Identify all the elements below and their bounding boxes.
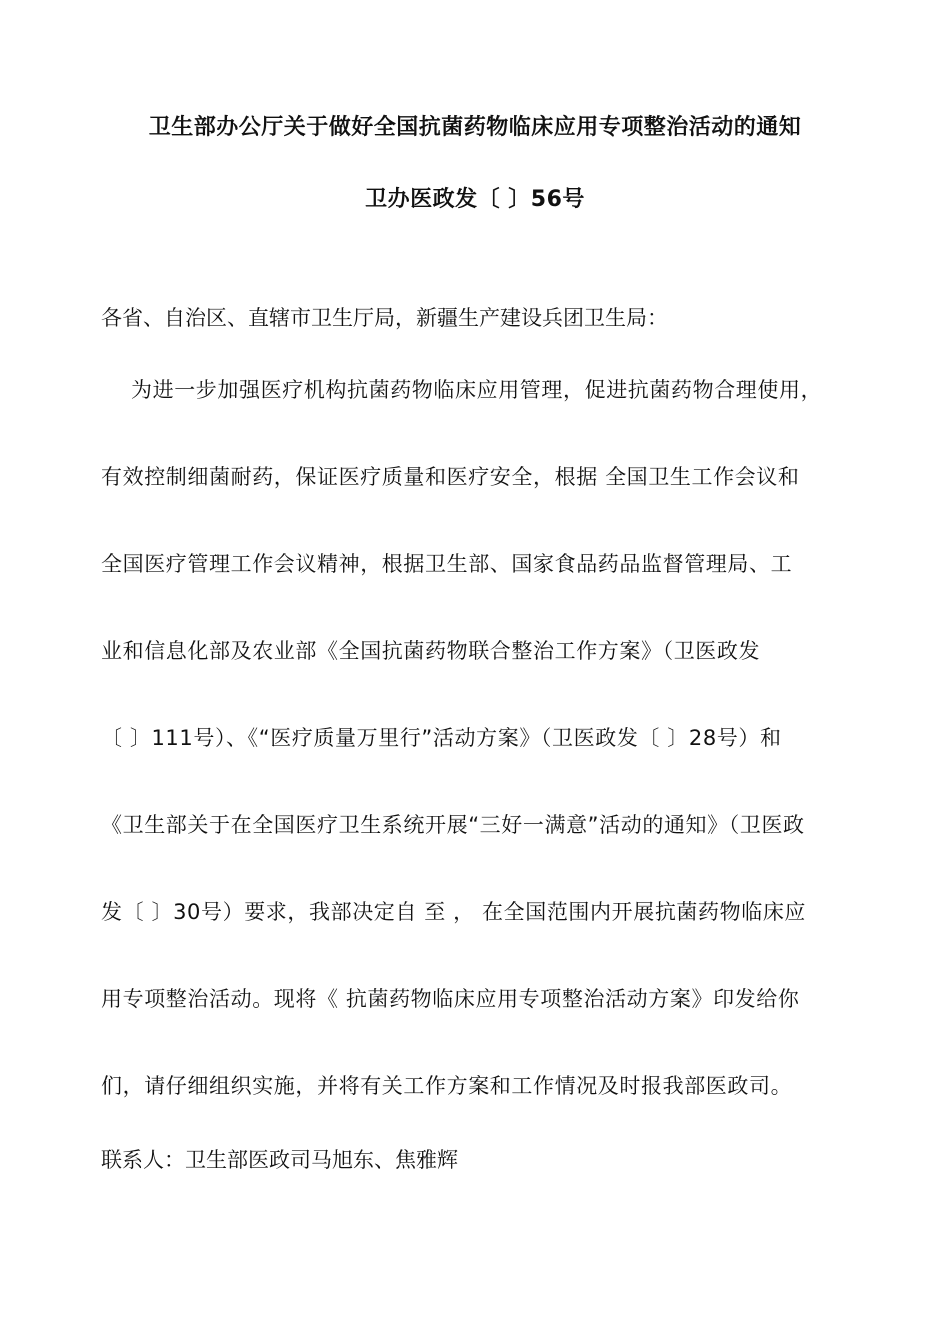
body-line: 发〔 〕30号）要求，我部决定自 至 ， 在全国范围内开展抗菌药物临床应 bbox=[101, 900, 807, 924]
body-line: 〔 〕111号）、《“医疗质量万里行”活动方案》（卫医政发〔 〕28号）和 bbox=[101, 726, 782, 750]
body-line: 用专项整治活动。现将《 抗菌药物临床应用专项整治活动方案》印发给你 bbox=[101, 987, 800, 1011]
salutation: 各省、自治区、直辖市卫生厅局，新疆生产建设兵团卫生局： bbox=[101, 306, 668, 330]
contact-line: 联系人：卫生部医政司马旭东、焦雅辉 bbox=[101, 1148, 458, 1172]
body-line: 们，请仔细组织实施，并将有关工作方案和工作情况及时报我部医政司。 bbox=[101, 1074, 793, 1098]
body-line: 有效控制细菌耐药，保证医疗质量和医疗安全，根据 全国卫生工作会议和 bbox=[101, 465, 800, 489]
body-line: 《卫生部关于在全国医疗卫生系统开展“三好一满意”活动的通知》（卫医政 bbox=[101, 813, 805, 837]
document-number: 卫办医政发〔 〕56号 bbox=[365, 187, 585, 212]
body-line: 全国医疗管理工作会议精神，根据卫生部、国家食品药品监督管理局、工 bbox=[101, 552, 793, 576]
body-line: 为进一步加强医疗机构抗菌药物临床应用管理，促进抗菌药物合理使用， bbox=[131, 378, 823, 402]
document-title: 卫生部办公厅关于做好全国抗菌药物临床应用专项整治活动的通知 bbox=[148, 115, 802, 140]
body-line: 业和信息化部及农业部《全国抗菌药物联合整治工作方案》（卫医政发 bbox=[101, 639, 761, 663]
